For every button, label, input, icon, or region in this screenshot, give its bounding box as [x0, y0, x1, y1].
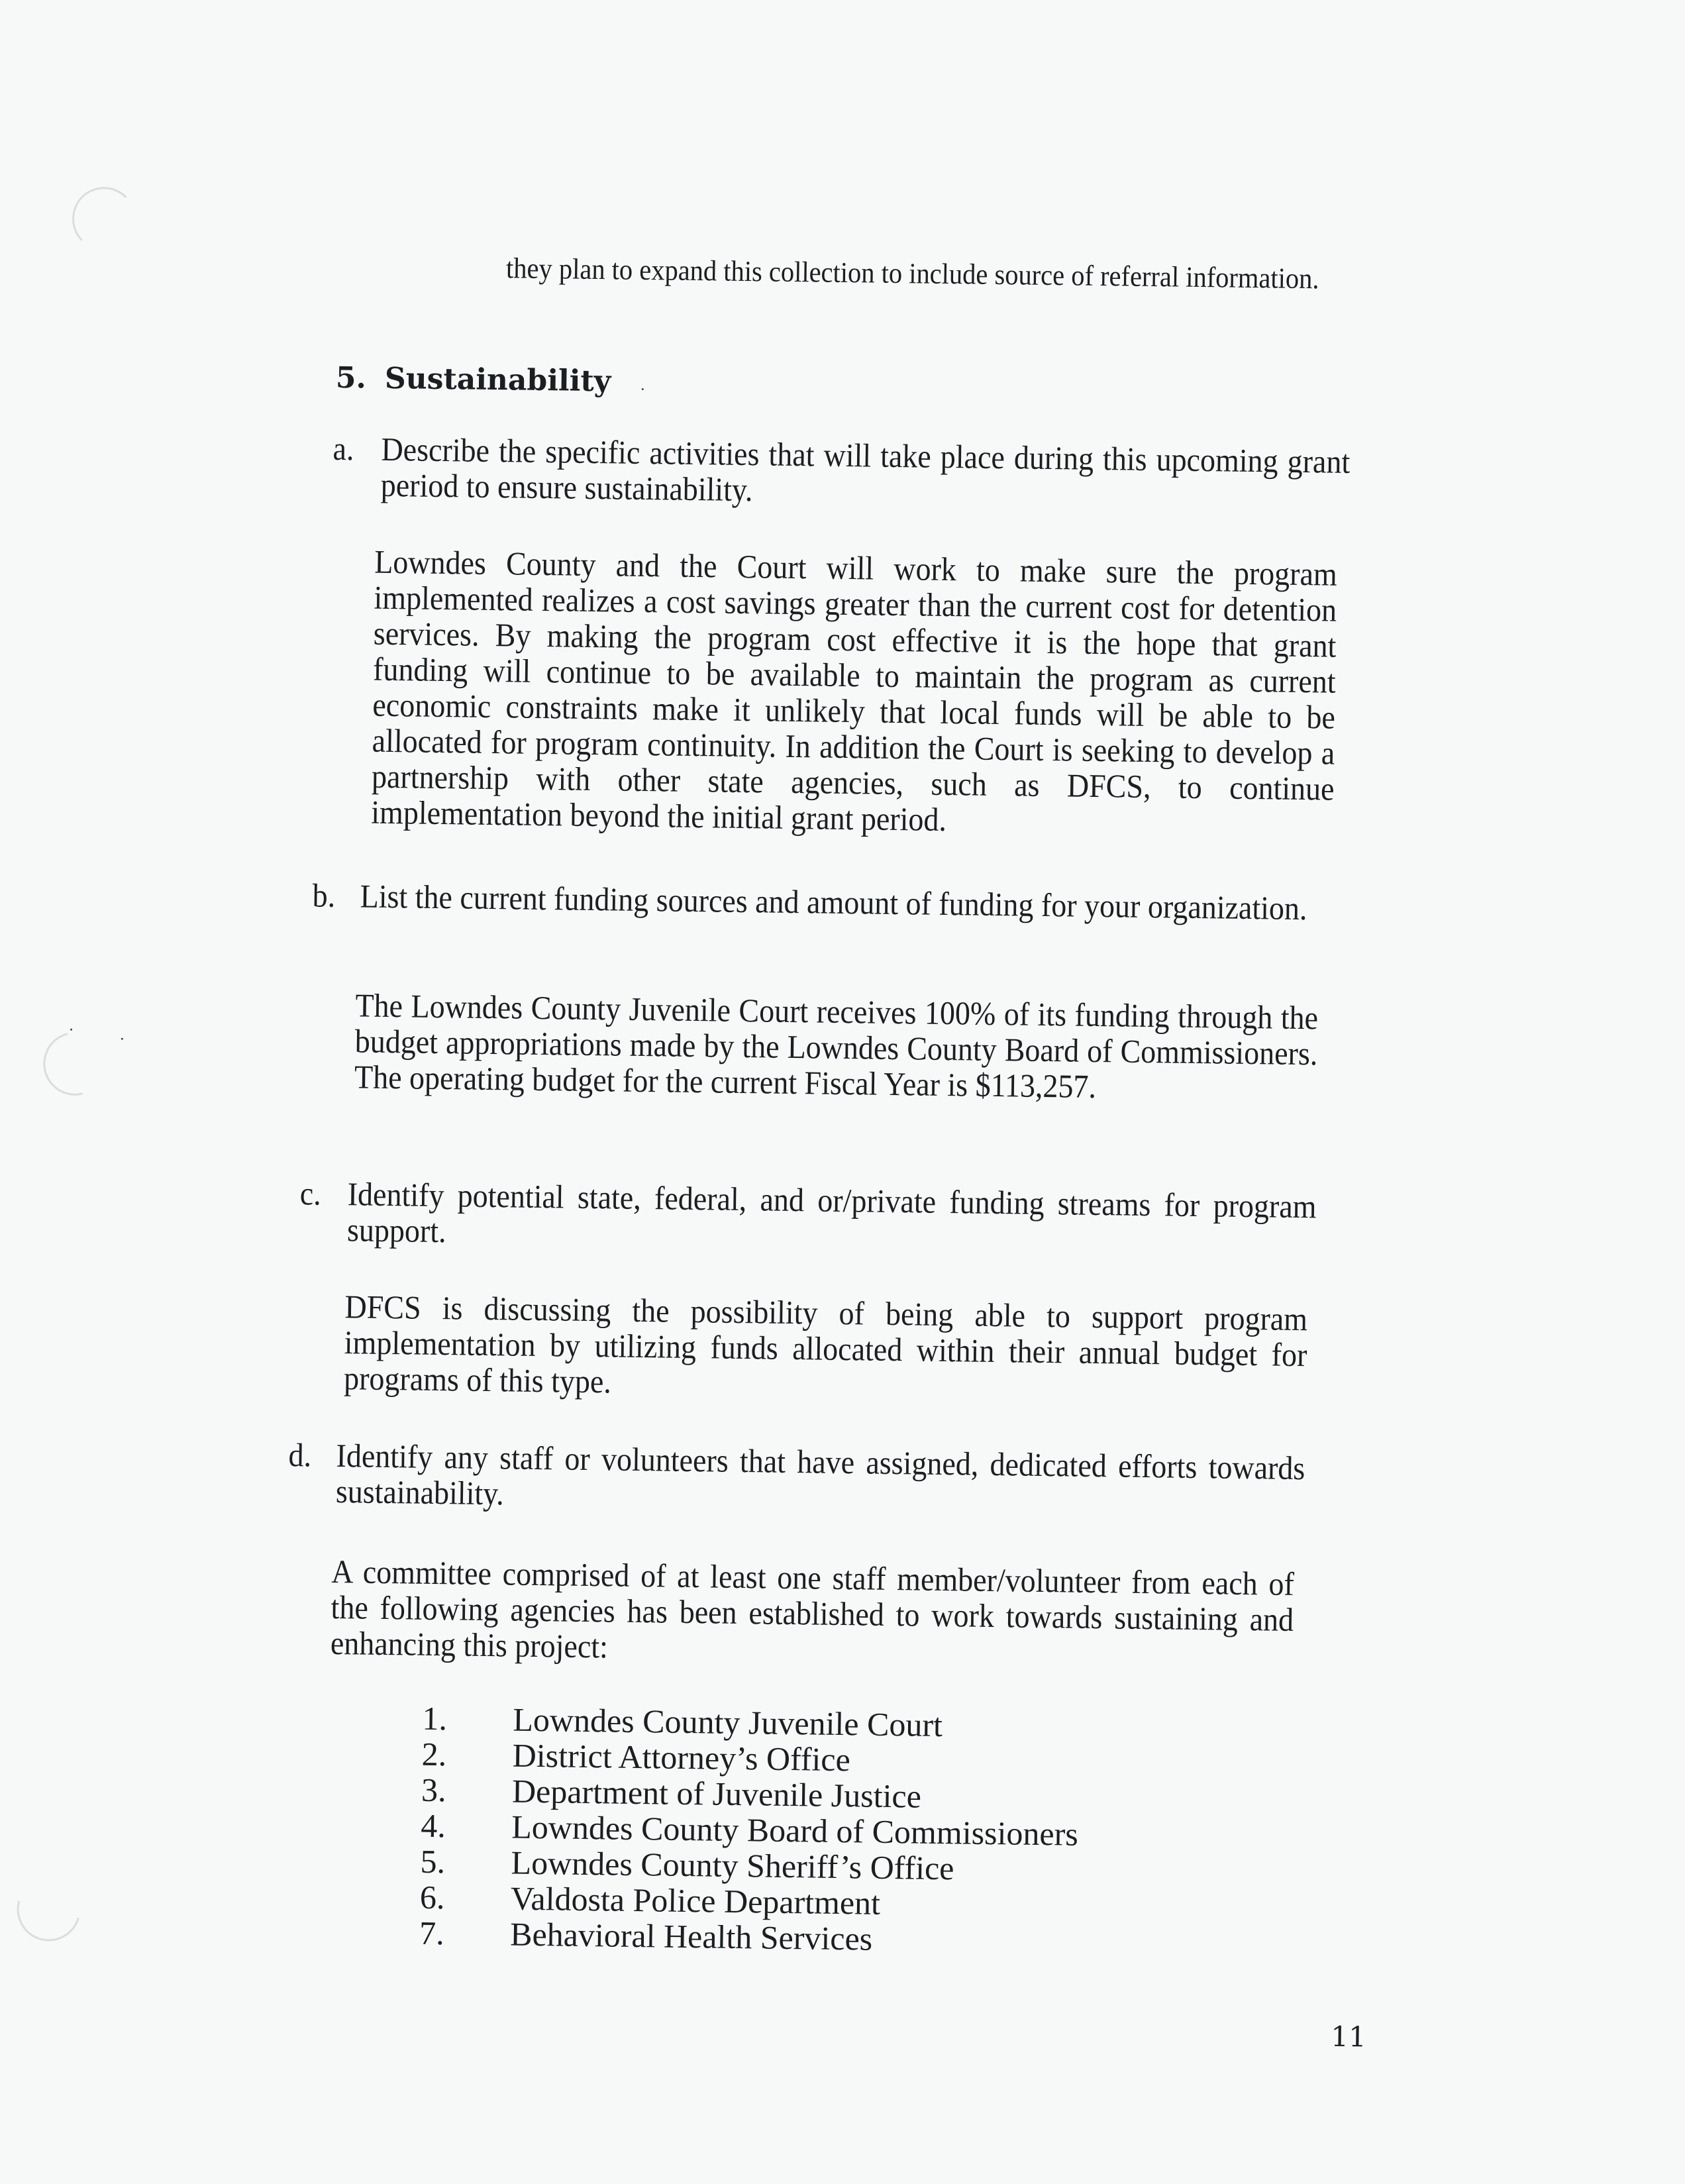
- agency-name: Behavioral Health Services: [509, 1915, 873, 1957]
- agency-name: Lowndes County Juvenile Court: [513, 1700, 943, 1744]
- agency-name: Valdosta Police Department: [510, 1879, 881, 1922]
- question-prompt: List the current funding sources and amount of funding for your organization.: [360, 877, 1307, 927]
- agency-number: 7.: [419, 1914, 445, 1952]
- question-prompt: Describe the specific activities that will take place during this upcoming grant period to ensure sustainability.: [380, 430, 1351, 509]
- question-label: b.: [312, 876, 336, 914]
- question-label: d.: [288, 1436, 312, 1474]
- answer-paragraph: DFCS is discussing the possibility of being able to support program implementation by utilizing funds allocated within their annual budget for programs of this type.: [343, 1288, 1308, 1400]
- agency-name: District Attorney’s Office: [512, 1736, 851, 1779]
- agency-number: 6.: [419, 1878, 445, 1916]
- agency-name: Lowndes County Board of Commissioners: [511, 1808, 1079, 1853]
- section-number: 5.: [335, 360, 367, 395]
- agency-number: 1.: [422, 1699, 448, 1738]
- binder-hole: [72, 187, 136, 251]
- agency-number: 2.: [421, 1735, 447, 1773]
- answer-paragraph: The Lowndes County Juvenile Court receives 100% of its funding through the budget appropriations made by the Lowndes County Board of Commissioners. The operating budget for the current Fiscal Year is $113,257.: [354, 986, 1319, 1106]
- question-label: a.: [332, 429, 354, 468]
- answer-paragraph: Lowndes County and the Court will work to make sure the program implemented realizes a cost savings greater than the current cost for detention services. By making the program cost effective it is the hope that grant funding will continue to be available to maintain the program as current economic constraints make it unlikely that local funds will be able to be allocated for program continuity. In addition the Court is seeking to develop a partnership with other state agencies, such as DFCS, to continue implementation beyond the initial grant period.: [370, 543, 1338, 839]
- agency-list: [419, 1700, 1080, 1959]
- agency-number: 5.: [420, 1842, 446, 1881]
- intro-continuation-paragraph: they plan to expand this collection to include source of referral information.: [505, 252, 1319, 295]
- answer-paragraph: A committee comprised of at least one staff member/volunteer from each of the following agencies has been established to work towards sustaining and enhancing this project:: [330, 1552, 1295, 1665]
- page-number: 11: [1330, 2020, 1367, 2054]
- section-heading: [336, 361, 611, 398]
- agency-name: Lowndes County Sheriff’s Office: [511, 1844, 954, 1887]
- agency-name: Department of Juvenile Justice: [511, 1772, 922, 1815]
- agency-number: 3.: [421, 1771, 446, 1809]
- scan-speck: [70, 1029, 72, 1031]
- question-prompt: Identify any staff or volunteers that have assigned, dedicated efforts towards sustainability.: [335, 1437, 1305, 1512]
- scan-speck: [642, 388, 644, 390]
- agency-list-item: [419, 1915, 1077, 1959]
- agency-number: 4.: [420, 1806, 446, 1845]
- question-prompt: Identify potential state, federal, and or/private funding streams for program support.: [346, 1175, 1317, 1250]
- scan-speck: [121, 1038, 123, 1040]
- binder-hole: [5, 1866, 92, 1953]
- section-title: Sustainability: [384, 361, 611, 399]
- question-label: c.: [299, 1174, 322, 1212]
- binder-hole: [32, 1020, 119, 1108]
